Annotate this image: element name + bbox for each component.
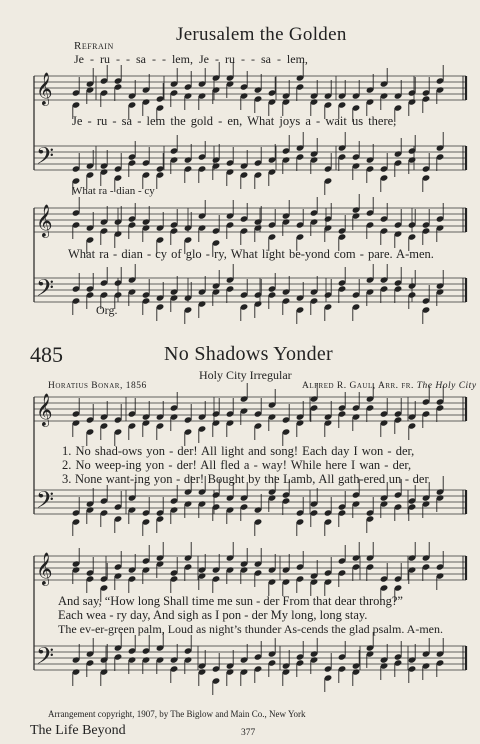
- lyric-line: Je - ru - sa - lem the gold - en, What joys a - wait us there,: [72, 114, 397, 128]
- tune-name: Holy City Irregular: [199, 368, 292, 382]
- svg-text:𝄞: 𝄞: [36, 393, 53, 426]
- hymn-title: Jerusalem the Golden: [176, 24, 347, 45]
- composer-credit: [302, 381, 477, 391]
- composer-name: Alfred R. Gaul, Arr. fr.: [302, 381, 414, 391]
- svg-text:𝄢: 𝄢: [36, 142, 55, 175]
- page-number: 377: [241, 728, 256, 738]
- verse-line: Each wea - ry day, And sigh as I pon - der My long, long stay.: [58, 608, 368, 622]
- copyright-note: Arrangement copyright, 1907, by The Biglow and Main Co., New York: [48, 709, 306, 719]
- svg-text:𝄞: 𝄞: [36, 204, 53, 237]
- composer-source: The Holy City: [416, 381, 477, 391]
- svg-text:𝄢: 𝄢: [36, 642, 55, 675]
- section-title: The Life Beyond: [30, 723, 126, 738]
- verse-line: The ev-er-green palm, Loud as night’s thunder As-cends the glad psalm. A-men.: [58, 622, 443, 636]
- svg-text:𝄢: 𝄢: [36, 274, 55, 307]
- lyric-line: What ra - dian - cy of glo - ry, What light be-yond com - pare. A-men.: [68, 247, 434, 261]
- org-label: Org.: [96, 303, 118, 317]
- hymn-title: No Shadows Yonder: [164, 343, 334, 365]
- svg-text:𝄞: 𝄞: [36, 72, 53, 105]
- refrain-label: Refrain: [74, 40, 114, 52]
- verse-line: And say, “How long Shall time me sun - der From that dear throng?”: [58, 594, 403, 608]
- svg-text:𝄢: 𝄢: [36, 486, 55, 519]
- verse-line: 2. No weep-ing yon - der! All fled a - way! While here I wan - der,: [62, 458, 412, 472]
- verse-line: 1. No shad-ows yon - der! All light and song! Each day I won - der,: [62, 444, 415, 458]
- lyric-line: Je - ru - - sa - - lem, Je - ru - - sa - lem,: [74, 52, 308, 66]
- svg-text:𝄞: 𝄞: [36, 552, 53, 585]
- hymn-number: 485: [30, 342, 63, 367]
- lyric-line: What ra - dian - cy: [72, 185, 155, 197]
- verse-line: 3. None want-ing yon - der! Bought by the Lamb, All gath-ered un - der: [62, 472, 429, 486]
- author-credit: Horatius Bonar, 1856: [48, 381, 147, 391]
